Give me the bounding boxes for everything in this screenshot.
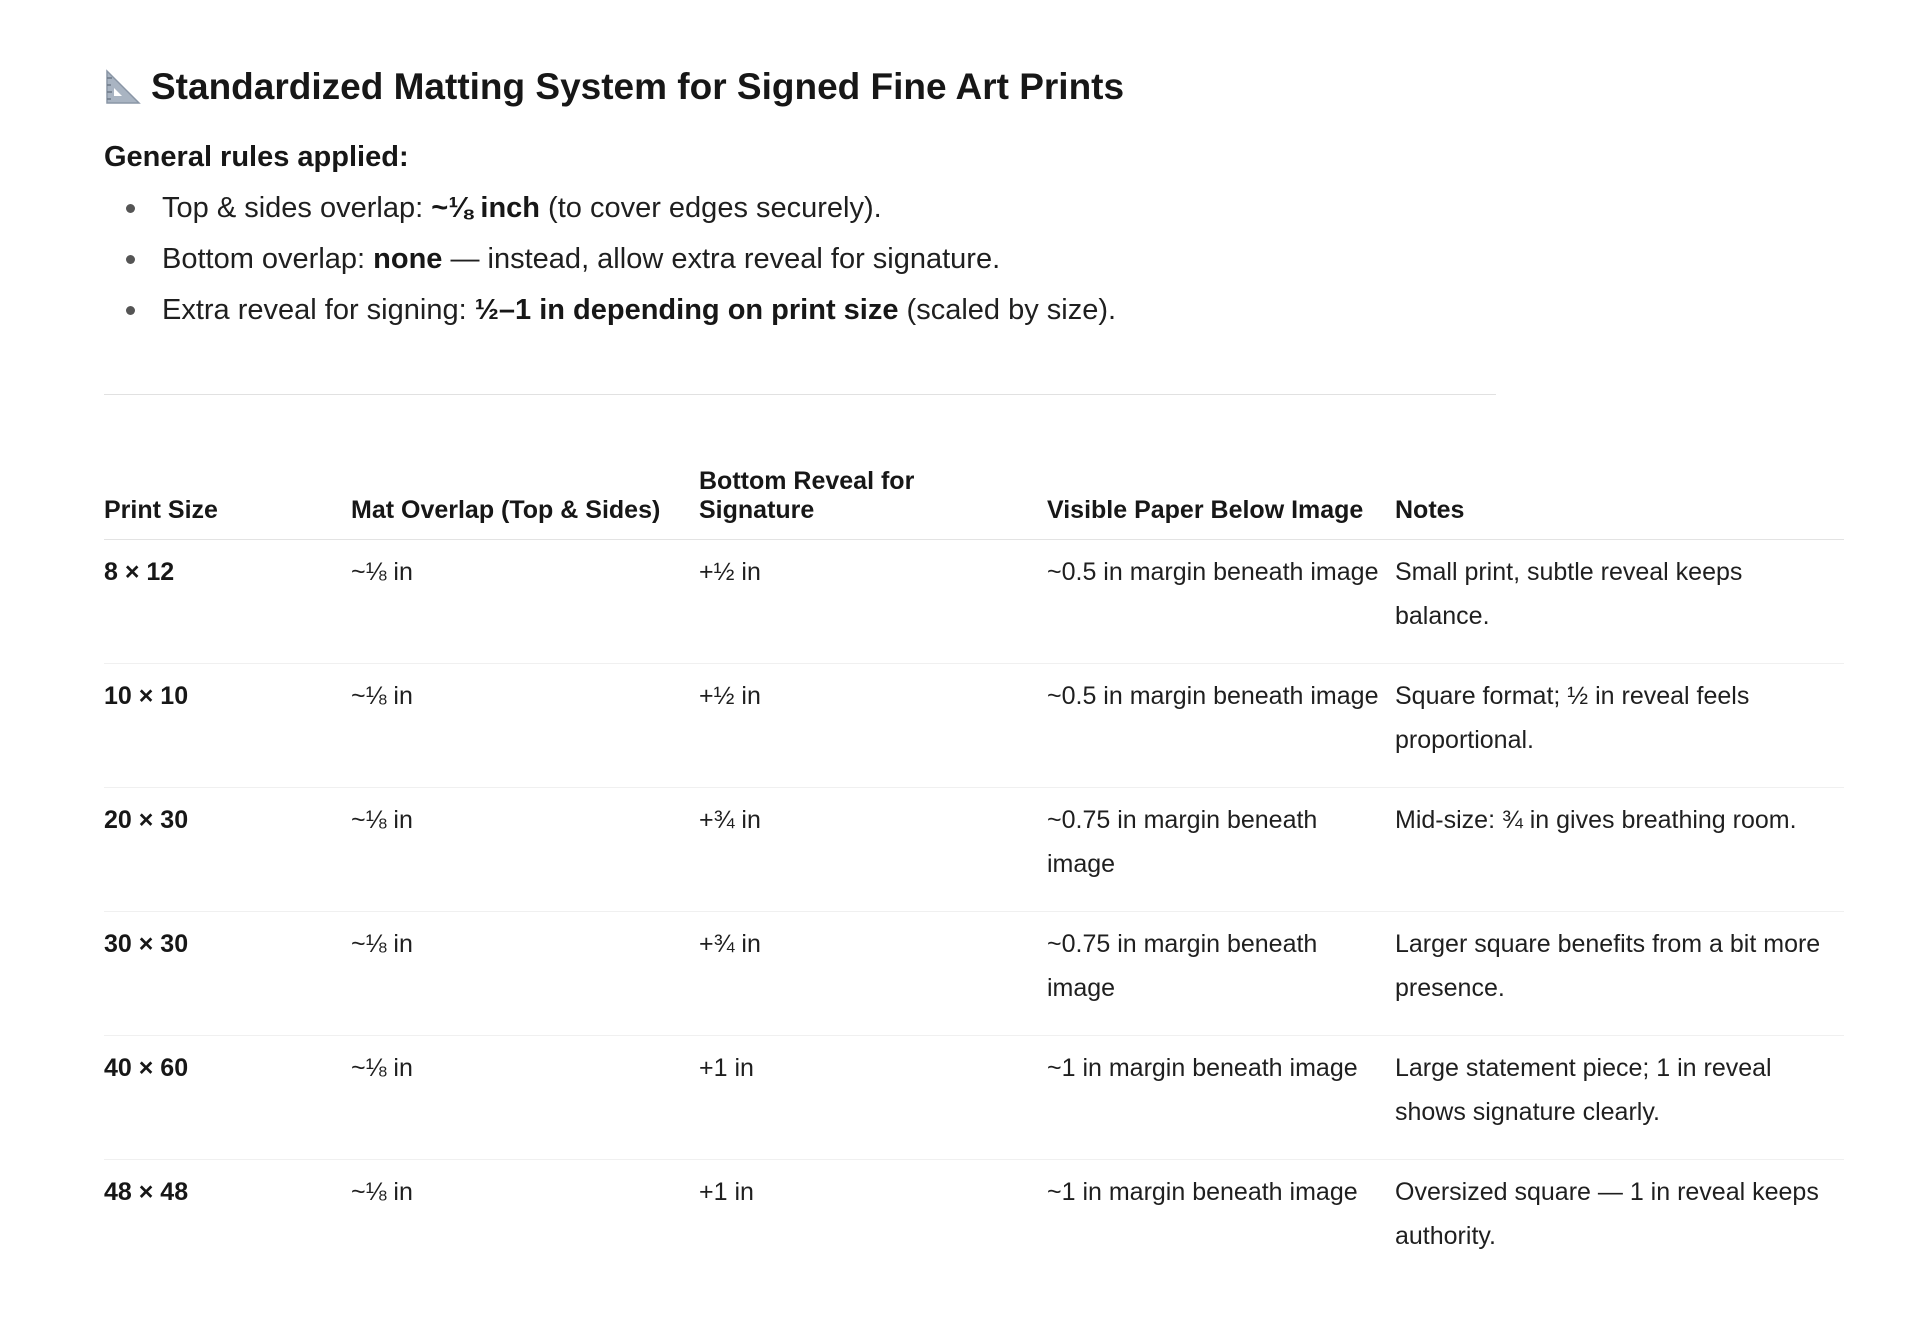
bullet-icon <box>126 204 135 213</box>
cell-print-size: 30 × 30 <box>104 912 351 1036</box>
cell-bottom-reveal: +1 in <box>699 1036 1047 1160</box>
table-row <box>104 1036 1844 1160</box>
cell-notes: Larger square benefits from a bit more presence. <box>1395 912 1844 1036</box>
page-title <box>104 66 1124 108</box>
cell-mat-overlap: ~⅛ in <box>351 912 699 1036</box>
cell-bottom-reveal: +½ in <box>699 664 1047 788</box>
cell-mat-overlap: ~⅛ in <box>351 1036 699 1160</box>
cell-print-size: 10 × 10 <box>104 664 351 788</box>
cell-notes: Small print, subtle reveal keeps balance. <box>1395 540 1844 664</box>
cell-notes: Oversized square — 1 in reveal keeps authority. <box>1395 1178 1819 1250</box>
rule-emphasis: none <box>373 243 443 275</box>
table-header-row <box>104 452 1844 540</box>
cell-notes: Mid-size: ¾ in gives breathing room. <box>1395 788 1844 912</box>
cell-visible-paper: ~1 in margin beneath image <box>1047 1036 1395 1160</box>
cell-visible-paper: ~0.5 in margin beneath image <box>1047 540 1395 664</box>
cell-print-size: 8 × 12 <box>104 540 351 664</box>
rules-list <box>104 188 1116 341</box>
column-header-print-size: Print Size <box>104 452 351 540</box>
table-row <box>104 788 1844 912</box>
column-header-bottom-reveal: Bottom Reveal for Signature <box>699 452 1047 540</box>
cell-visible-paper: ~0.75 in margin beneath image <box>1047 788 1395 912</box>
column-header-notes: Notes <box>1395 452 1844 540</box>
column-header-mat-overlap: Mat Overlap (Top & Sides) <box>351 452 699 540</box>
table-row <box>104 540 1844 664</box>
cell-mat-overlap: ~⅛ in <box>351 540 699 664</box>
cell-notes: Large statement piece; 1 in reveal shows signature clearly. <box>1395 1036 1844 1160</box>
cell-bottom-reveal: +¾ in <box>699 912 1047 1036</box>
rule-suffix: (scaled by size). <box>898 294 1117 326</box>
bullet-icon <box>126 306 135 315</box>
cell-bottom-reveal: +¾ in <box>699 788 1047 912</box>
rules-heading: General rules applied: <box>104 141 409 173</box>
cell-notes: Square format; ½ in reveal feels proportional. <box>1395 664 1844 788</box>
table-row <box>104 1160 1844 1284</box>
column-header-visible-paper: Visible Paper Below Image <box>1047 452 1395 540</box>
rule-prefix: Bottom overlap: <box>162 243 374 275</box>
section-divider <box>104 394 1496 395</box>
list-item <box>104 290 1116 341</box>
cell-print-size: 40 × 60 <box>104 1036 351 1160</box>
list-item <box>104 239 1116 290</box>
list-item <box>104 188 1116 239</box>
rule-emphasis: ½–1 in depending on print size <box>474 294 899 326</box>
cell-bottom-reveal: +1 in <box>699 1178 754 1206</box>
page-title-text: Standardized Matting System for Signed Fine Art Prints <box>151 66 1125 107</box>
cell-visible-paper: ~1 in margin beneath image <box>1047 1178 1358 1206</box>
cell-visible-paper: ~0.5 in margin beneath image <box>1047 664 1395 788</box>
rule-suffix: (to cover edges securely). <box>540 192 882 224</box>
rule-suffix: — instead, allow extra reveal for signature. <box>442 243 1001 275</box>
table-row <box>104 664 1844 788</box>
cell-print-size: 48 × 48 <box>104 1178 189 1206</box>
cell-visible-paper: ~0.75 in margin beneath image <box>1047 912 1395 1036</box>
rule-emphasis: ~⅛ inch <box>431 192 540 224</box>
matting-table <box>104 452 1844 1284</box>
table-row <box>104 912 1844 1036</box>
cell-mat-overlap: ~⅛ in <box>351 1178 413 1206</box>
rule-prefix: Extra reveal for signing: <box>162 294 475 326</box>
triangular-ruler-icon <box>104 68 142 106</box>
cell-mat-overlap: ~⅛ in <box>351 788 699 912</box>
rule-prefix: Top & sides overlap: <box>162 192 432 224</box>
cell-bottom-reveal: +½ in <box>699 540 1047 664</box>
bullet-icon <box>126 255 135 264</box>
cell-mat-overlap: ~⅛ in <box>351 664 699 788</box>
cell-print-size: 20 × 30 <box>104 788 351 912</box>
